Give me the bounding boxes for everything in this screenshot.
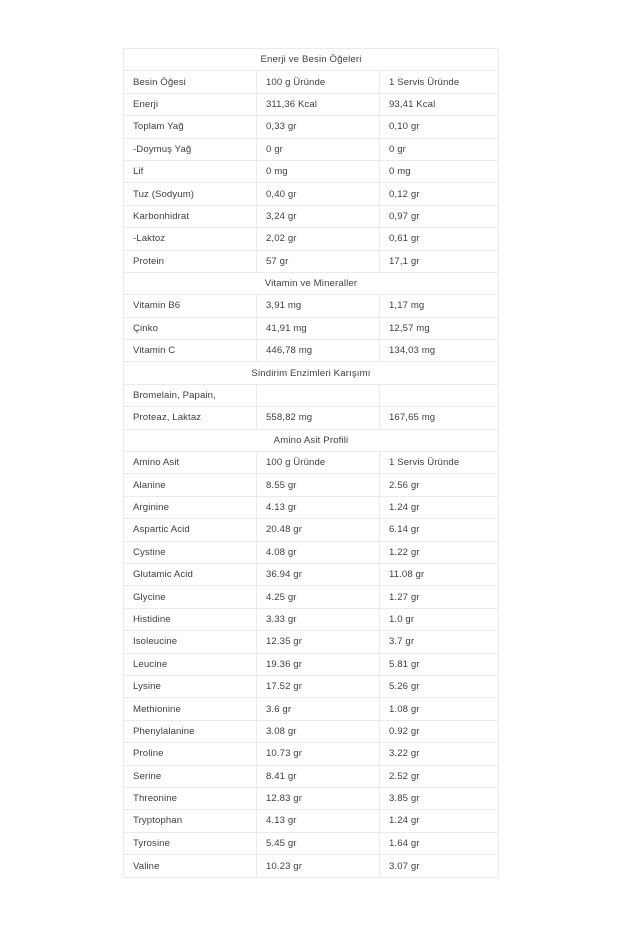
value-serving: 167,65 mg bbox=[379, 407, 498, 428]
value-100g: 4.25 gr bbox=[256, 586, 379, 607]
row-label: Protein bbox=[133, 255, 165, 267]
table-row bbox=[124, 474, 498, 496]
table-row bbox=[124, 833, 498, 855]
value-100g: 5.45 gr bbox=[256, 833, 379, 854]
table-row bbox=[124, 766, 498, 788]
value-100g: 3.33 gr bbox=[256, 609, 379, 630]
row-label: Enerji bbox=[133, 98, 159, 110]
value-100g: 3.08 gr bbox=[256, 721, 379, 742]
value-100g: 57 gr bbox=[256, 251, 379, 272]
value-serving: 1.24 gr bbox=[379, 810, 498, 831]
value-serving: 17,1 gr bbox=[379, 251, 498, 272]
row-label: Alanine bbox=[133, 479, 166, 491]
value-serving: 0,61 gr bbox=[379, 228, 498, 249]
value-serving: 0,97 gr bbox=[379, 206, 498, 227]
table-row bbox=[124, 586, 498, 608]
value-100g: 10.73 gr bbox=[256, 743, 379, 764]
value-serving: 1 Servis Üründe bbox=[379, 452, 498, 473]
value-serving: 1.22 gr bbox=[379, 542, 498, 563]
table-row bbox=[124, 116, 498, 138]
row-label: Proteaz, Laktaz bbox=[133, 412, 202, 424]
value-100g: 0 mg bbox=[256, 161, 379, 182]
table-row bbox=[124, 631, 498, 653]
value-serving: 1.64 gr bbox=[379, 833, 498, 854]
value-100g: 2,02 gr bbox=[256, 228, 379, 249]
table-row bbox=[124, 228, 498, 250]
value-serving: 0,10 gr bbox=[379, 116, 498, 137]
row-label: Methionine bbox=[133, 703, 181, 715]
row-label: Vitamin B6 bbox=[133, 300, 181, 312]
row-label: Tyrosine bbox=[133, 837, 171, 849]
table-row bbox=[124, 743, 498, 765]
row-label: Toplam Yağ bbox=[133, 121, 184, 133]
nutrition-table bbox=[123, 48, 499, 878]
value-100g: 4.13 gr bbox=[256, 497, 379, 518]
table-row bbox=[124, 318, 498, 340]
value-serving: 5.26 gr bbox=[379, 676, 498, 697]
row-label: Serine bbox=[133, 770, 162, 782]
row-label: Valine bbox=[133, 860, 160, 872]
table-row bbox=[124, 161, 498, 183]
table-row bbox=[124, 788, 498, 810]
table-row bbox=[124, 385, 498, 407]
row-label: Histidine bbox=[133, 613, 171, 625]
table-row bbox=[124, 452, 498, 474]
row-label: -Laktoz bbox=[133, 233, 166, 245]
value-serving: 0 gr bbox=[379, 139, 498, 160]
table-row bbox=[124, 340, 498, 362]
value-serving bbox=[379, 385, 498, 406]
value-100g: 10.23 gr bbox=[256, 855, 379, 877]
table-row bbox=[124, 564, 498, 586]
row-label: Besin Öğesi bbox=[133, 76, 186, 88]
value-100g bbox=[256, 385, 379, 406]
value-100g: 0,33 gr bbox=[256, 116, 379, 137]
table-row bbox=[124, 609, 498, 631]
row-label: Vitamin C bbox=[133, 345, 176, 357]
value-serving: 0.92 gr bbox=[379, 721, 498, 742]
value-serving: 6.14 gr bbox=[379, 519, 498, 540]
row-label: Karbonhidrat bbox=[133, 210, 190, 222]
value-serving: 12,57 mg bbox=[379, 318, 498, 339]
row-label: Threonine bbox=[133, 793, 178, 805]
value-100g: 311,36 Kcal bbox=[256, 94, 379, 115]
row-label: Leucine bbox=[133, 658, 168, 670]
row-label: Phenylalanine bbox=[133, 725, 195, 737]
table-row bbox=[124, 698, 498, 720]
value-serving: 3.07 gr bbox=[379, 855, 498, 877]
value-100g: 19.36 gr bbox=[256, 654, 379, 675]
section-title-row bbox=[124, 362, 498, 384]
section-title-row bbox=[124, 273, 498, 295]
value-serving: 11.08 gr bbox=[379, 564, 498, 585]
value-100g: 0,40 gr bbox=[256, 183, 379, 204]
row-label: Tryptophan bbox=[133, 815, 183, 827]
table-row bbox=[124, 295, 498, 317]
section-title: Sindirim Enzimleri Karışımı bbox=[251, 367, 371, 379]
value-serving: 1.27 gr bbox=[379, 586, 498, 607]
value-serving: 1.08 gr bbox=[379, 698, 498, 719]
value-serving: 1 Servis Üründe bbox=[379, 71, 498, 92]
value-serving: 1.0 gr bbox=[379, 609, 498, 630]
value-serving: 2.56 gr bbox=[379, 474, 498, 495]
section-title: Enerji ve Besin Öğeleri bbox=[260, 54, 362, 66]
value-serving: 134,03 mg bbox=[379, 340, 498, 361]
section-title: Vitamin ve Mineraller bbox=[264, 278, 358, 290]
table-row bbox=[124, 497, 498, 519]
table-row bbox=[124, 676, 498, 698]
value-100g: 3,91 mg bbox=[256, 295, 379, 316]
section-title: Amino Asit Profili bbox=[273, 434, 349, 446]
section-title-row bbox=[124, 430, 498, 452]
row-label: -Doymuş Yağ bbox=[133, 143, 192, 155]
table-row bbox=[124, 206, 498, 228]
row-label: Amino Asit bbox=[133, 457, 180, 469]
value-serving: 1,17 mg bbox=[379, 295, 498, 316]
row-label: Çinko bbox=[133, 322, 159, 334]
value-100g: 4.13 gr bbox=[256, 810, 379, 831]
table-row bbox=[124, 407, 498, 429]
row-label: Lif bbox=[133, 166, 144, 178]
table-row bbox=[124, 71, 498, 93]
value-100g: 36.94 gr bbox=[256, 564, 379, 585]
row-label: Proline bbox=[133, 748, 164, 760]
value-serving: 3.7 gr bbox=[379, 631, 498, 652]
row-label: Isoleucine bbox=[133, 636, 178, 648]
value-100g: 446,78 mg bbox=[256, 340, 379, 361]
row-label: Lysine bbox=[133, 681, 161, 693]
value-100g: 4.08 gr bbox=[256, 542, 379, 563]
section-title-row bbox=[124, 49, 498, 71]
table-row bbox=[124, 183, 498, 205]
value-100g: 17.52 gr bbox=[256, 676, 379, 697]
value-100g: 3,24 gr bbox=[256, 206, 379, 227]
value-100g: 41,91 mg bbox=[256, 318, 379, 339]
value-100g: 0 gr bbox=[256, 139, 379, 160]
row-label: Glutamic Acid bbox=[133, 569, 193, 581]
value-100g: 12.83 gr bbox=[256, 788, 379, 809]
table-row bbox=[124, 542, 498, 564]
value-serving: 2.52 gr bbox=[379, 766, 498, 787]
value-100g: 12.35 gr bbox=[256, 631, 379, 652]
table-row bbox=[124, 721, 498, 743]
value-100g: 100 g Üründe bbox=[256, 452, 379, 473]
value-serving: 0,12 gr bbox=[379, 183, 498, 204]
value-100g: 558,82 mg bbox=[256, 407, 379, 428]
table-row bbox=[124, 810, 498, 832]
table-row bbox=[124, 251, 498, 273]
table-row bbox=[124, 139, 498, 161]
value-100g: 100 g Üründe bbox=[256, 71, 379, 92]
row-label: Aspartic Acid bbox=[133, 524, 190, 536]
value-serving: 0 mg bbox=[379, 161, 498, 182]
row-label: Arginine bbox=[133, 502, 169, 513]
table-row bbox=[124, 855, 498, 877]
value-100g: 3.6 gr bbox=[256, 698, 379, 719]
value-serving: 3.85 gr bbox=[379, 788, 498, 809]
table-row bbox=[124, 94, 498, 116]
value-100g: 20.48 gr bbox=[256, 519, 379, 540]
table-row bbox=[124, 654, 498, 676]
value-serving: 1.24 gr bbox=[379, 497, 498, 518]
value-100g: 8.41 gr bbox=[256, 766, 379, 787]
row-label: Cystine bbox=[133, 546, 166, 558]
table-row bbox=[124, 519, 498, 541]
value-100g: 8.55 gr bbox=[256, 474, 379, 495]
row-label: Tuz (Sodyum) bbox=[133, 188, 195, 200]
row-label: Bromelain, Papain, bbox=[133, 390, 216, 402]
row-label: Glycine bbox=[133, 591, 166, 603]
value-serving: 93,41 Kcal bbox=[379, 94, 498, 115]
value-serving: 3.22 gr bbox=[379, 743, 498, 764]
value-serving: 5.81 gr bbox=[379, 654, 498, 675]
